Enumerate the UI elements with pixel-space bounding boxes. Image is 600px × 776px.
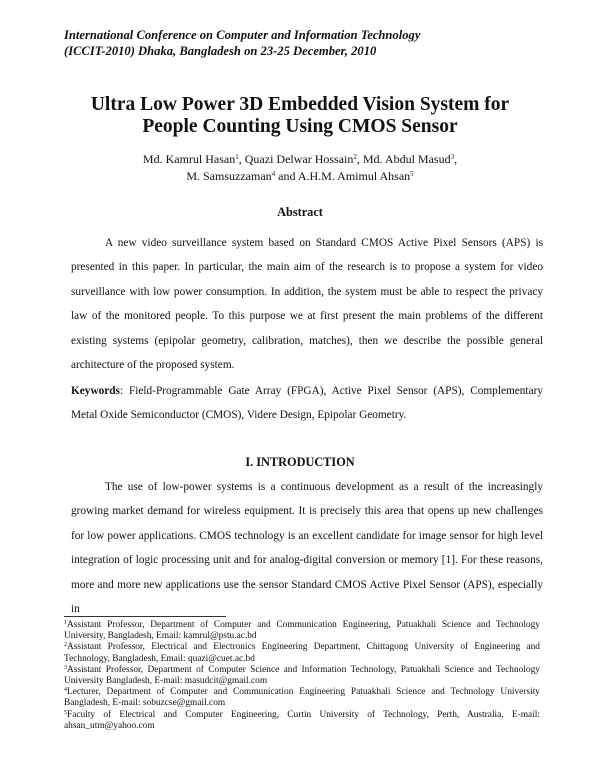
author-name: Quazi Delwar Hossain [244, 152, 354, 166]
footnote-number: 3 [64, 664, 67, 671]
footnote-number: 4 [64, 687, 67, 694]
footnote-text: Lecturer, Department of Computer and Communication Engineering Patuakhali Science and Technology University Bangladesh, E-mail: sobuzcse@gmail.com [64, 687, 540, 709]
paper-title [40, 94, 560, 138]
author-name: A.H.M. Amimul Ahsan [297, 169, 411, 183]
footnote-number: 5 [64, 709, 67, 716]
title-line-1: Ultra Low Power 3D Embedded Vision System for [90, 94, 510, 115]
author-affiliation-mark: 4 [271, 170, 276, 178]
author-separator: , [238, 152, 245, 166]
abstract-heading: Abstract [277, 205, 323, 219]
author-affiliation-mark: 5 [410, 170, 414, 178]
keywords-paragraph [71, 379, 543, 427]
author-name: M. Samsuzzaman [186, 169, 272, 183]
author-line-2 [40, 168, 560, 185]
abstract-text: A new video surveillance system based on Standard CMOS Active Pixel Sensors (APS) is presented in this paper. In particular, the main aim of the research is to propose a system for video surveillance with low power consumption. In addition, the system must be able to respect the privacy law of the monitored people. To this purpose we at first present the main problems of the different existing systems (epipolar geometry, calibration, matches), then we describe the possible general architecture of the proposed system. [71, 237, 543, 372]
footnote [64, 665, 540, 687]
footnote [64, 642, 540, 664]
footnote-divider [64, 616, 226, 617]
footnotes [64, 620, 540, 732]
introduction-text: The use of low-power systems is a continuous development as a result of the increasingly growing market demand for wireless equipment. It is precisely this area that opens up new challenges for low power applications. CMOS technology is an excellent candidate for image sensor for high level integration of logic processing unit and for analog-digital conversion or memory [1]. For these reasons, more and more new applications use the sensor Standard CMOS Active Pixel Sensor (APS), especially in [71, 481, 543, 616]
author-affiliation-mark: 2 [353, 153, 357, 161]
introduction-paragraph [71, 475, 543, 621]
author-affiliation-mark: 1 [235, 153, 239, 161]
conference-line-2: (ICCIT-2010) Dhaka, Bangladesh on 23-25 December, 2010 [64, 44, 377, 58]
author-name: Md. Kamrul Hasan [142, 152, 236, 166]
footnote-number: 1 [64, 620, 67, 626]
introduction-heading: I. INTRODUCTION [245, 455, 355, 469]
footnote-text: Assistant Professor, Department of Computer and Communication Engineering, Patuakhali Science and Technology University, Bangladesh, Email: kamrul@pstu.ac.bd [64, 620, 540, 642]
author-affiliation-mark: 3 [450, 153, 455, 161]
footnote [64, 710, 540, 732]
keywords-label: Keywords [71, 385, 120, 397]
footnote-text: Faculty of Electrical and Computer Engineering, Curtin University of Technology, Perth, Australia, E-mail: ahsan_utm@yahoo.com [64, 709, 540, 731]
conference-line-1: International Conference on Computer and Information Technology [64, 28, 421, 42]
author-list [40, 151, 560, 185]
footnote-number: 2 [64, 642, 67, 649]
author-separator: and [275, 169, 298, 183]
footnote-text: Assistant Professor, Electrical and Electronics Engineering Department, Chittagong University of Engineering and Technology, Bangladesh, Email: quazi@cuet.ac.bd [64, 642, 540, 664]
keywords-text: : Field-Programmable Gate Array (FPGA), Active Pixel Sensor (APS), Complementary Metal Oxide Semiconductor (CMOS), Videre Design, Epipolar Geometry. [71, 385, 543, 421]
footnote [64, 620, 540, 642]
author-separator: , [356, 152, 363, 166]
abstract-paragraph [71, 231, 543, 377]
author-separator: , [454, 152, 458, 166]
author-line-1 [40, 151, 560, 168]
footnote-text: Assistant Professor, Department of Computer Science and Information Technology, Patuakhali Science and Technology University Bangladesh, E-mail: masudcit@gmail.com [64, 664, 540, 687]
conference-header [64, 27, 420, 59]
footnote [64, 687, 540, 709]
title-line-2: People Counting Using CMOS Sensor [142, 116, 458, 137]
author-name: Md. Abdul Masud [362, 152, 451, 166]
